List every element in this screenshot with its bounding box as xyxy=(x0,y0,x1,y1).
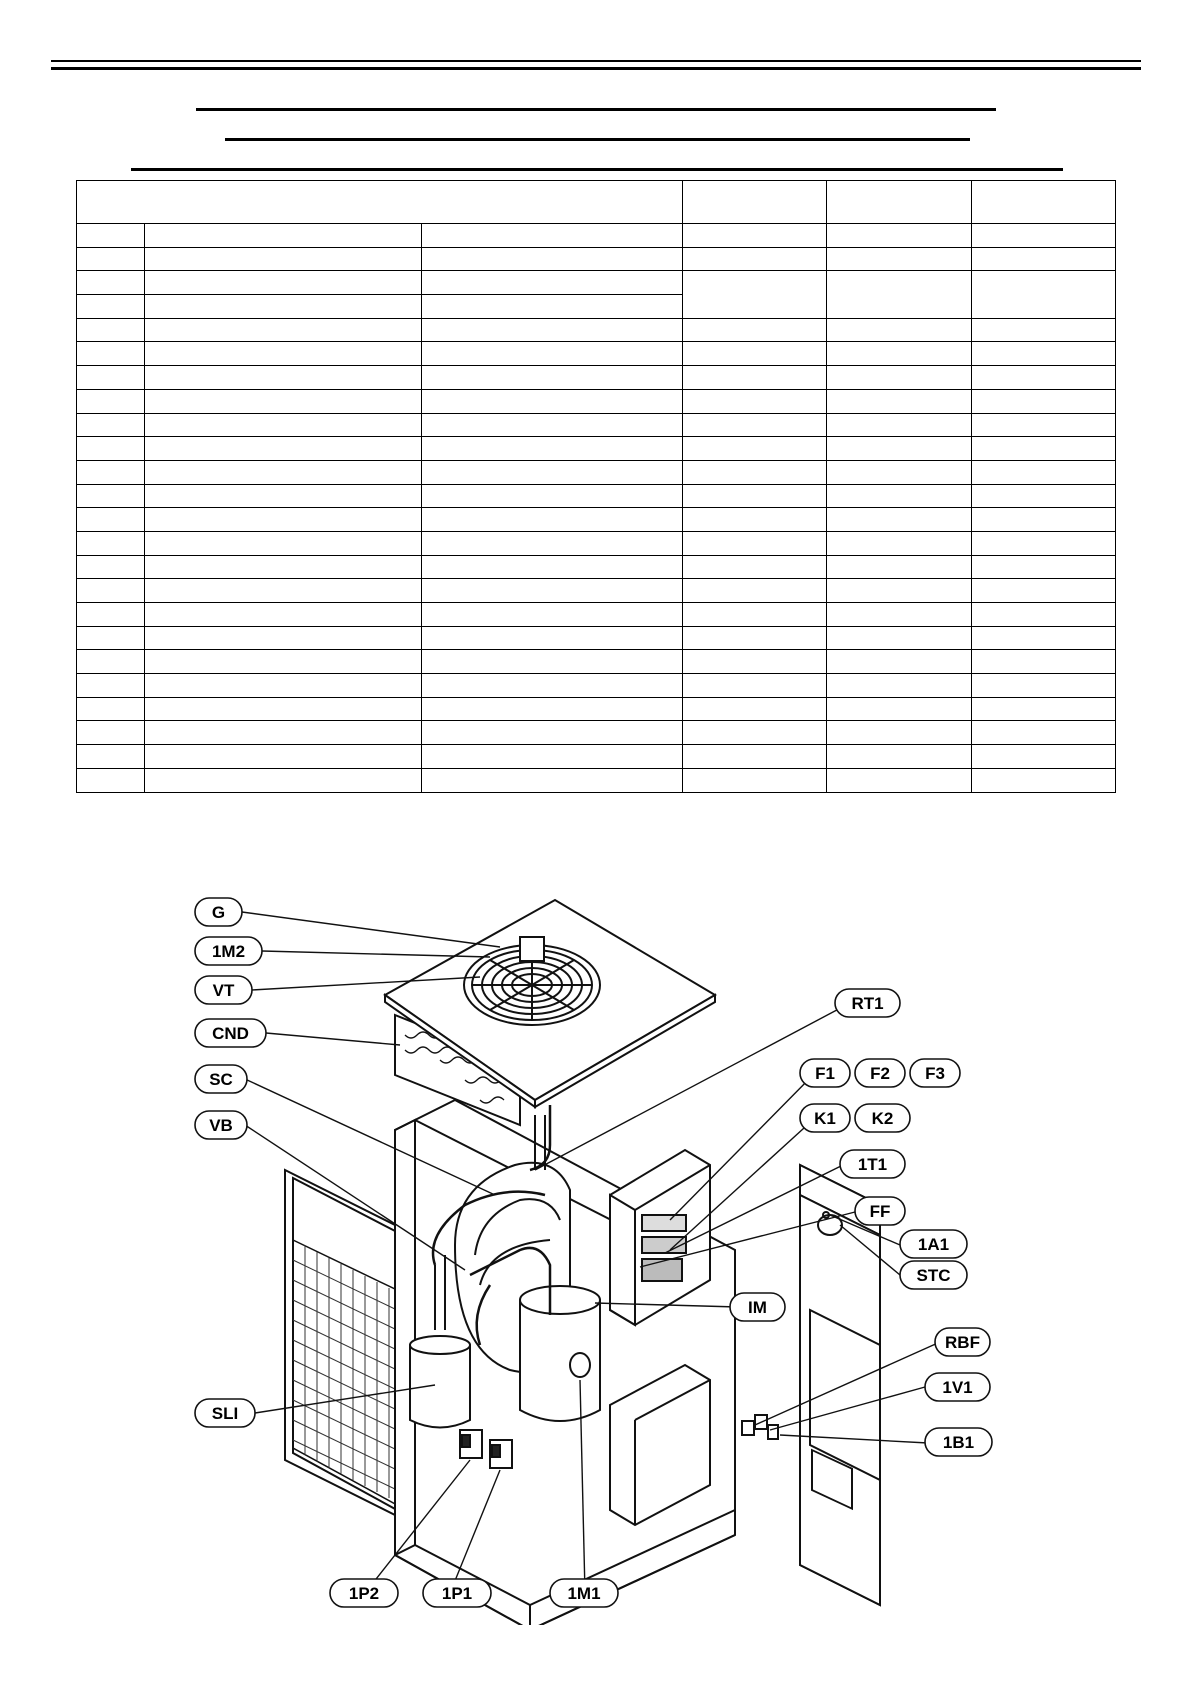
header-rule-thick xyxy=(51,67,1141,70)
table-cell xyxy=(145,484,422,508)
table-row xyxy=(77,318,1116,342)
table-cell xyxy=(422,295,683,319)
table-cell xyxy=(827,674,972,698)
table-cell xyxy=(683,603,827,627)
table-cell xyxy=(422,437,683,461)
table-cell xyxy=(145,650,422,674)
table-cell xyxy=(145,460,422,484)
table-cell xyxy=(77,413,145,437)
table-row xyxy=(77,697,1116,721)
table-cell xyxy=(972,721,1116,745)
table-cell xyxy=(683,318,827,342)
table-cell xyxy=(145,437,422,461)
table-cell xyxy=(827,389,972,413)
callout-text: 1B1 xyxy=(942,1433,975,1452)
table-cell xyxy=(145,247,422,271)
table-row xyxy=(77,484,1116,508)
table-cell xyxy=(422,721,683,745)
table-row xyxy=(77,555,1116,579)
callout-text: RT1 xyxy=(851,994,884,1013)
table-cell xyxy=(145,224,422,248)
callout-text: F3 xyxy=(925,1064,945,1083)
callout-text: F2 xyxy=(870,1064,890,1083)
callout-F2 xyxy=(855,1059,905,1087)
table-cell xyxy=(683,555,827,579)
table-cell xyxy=(972,555,1116,579)
table-cell xyxy=(77,745,145,769)
table-header-cell xyxy=(683,181,827,224)
table-cell xyxy=(683,247,827,271)
callout-1P2 xyxy=(330,1579,398,1607)
table-cell xyxy=(972,460,1116,484)
table-cell xyxy=(827,318,972,342)
table-cell xyxy=(145,508,422,532)
table-cell xyxy=(683,579,827,603)
table-cell xyxy=(422,366,683,390)
table-cell xyxy=(77,626,145,650)
table-cell xyxy=(827,437,972,461)
table-cell xyxy=(77,674,145,698)
callout-SC xyxy=(195,1065,247,1093)
table-header-cell xyxy=(827,181,972,224)
table-cell xyxy=(422,555,683,579)
table-cell xyxy=(77,603,145,627)
table-cell xyxy=(77,247,145,271)
table-cell xyxy=(683,674,827,698)
callout-IM xyxy=(730,1293,785,1321)
table-cell xyxy=(145,295,422,319)
table-row xyxy=(77,626,1116,650)
table-cell xyxy=(827,366,972,390)
table-cell xyxy=(972,247,1116,271)
table-cell xyxy=(827,484,972,508)
table-cell xyxy=(422,224,683,248)
table-row xyxy=(77,389,1116,413)
table-cell xyxy=(827,745,972,769)
table-cell xyxy=(683,768,827,792)
callout-text: VT xyxy=(212,981,235,1000)
table-row xyxy=(77,224,1116,248)
table-cell xyxy=(827,224,972,248)
table-cell xyxy=(972,674,1116,698)
callout-text: 1V1 xyxy=(942,1378,973,1397)
table-cell xyxy=(972,413,1116,437)
table-cell xyxy=(77,531,145,555)
title-line-3 xyxy=(131,168,1063,171)
table-cell xyxy=(145,626,422,650)
table-row xyxy=(77,768,1116,792)
table-cell xyxy=(145,579,422,603)
table-row xyxy=(77,674,1116,698)
table-row xyxy=(77,650,1116,674)
table-cell xyxy=(972,224,1116,248)
table-cell xyxy=(683,460,827,484)
table-cell xyxy=(77,460,145,484)
callout-FF xyxy=(855,1197,905,1225)
table-header-cell xyxy=(972,181,1116,224)
table-row xyxy=(77,366,1116,390)
table-cell xyxy=(145,342,422,366)
table-cell xyxy=(145,318,422,342)
table-cell xyxy=(972,650,1116,674)
callout-text: SC xyxy=(209,1070,233,1089)
table-row xyxy=(77,531,1116,555)
callout-text: K2 xyxy=(871,1109,894,1128)
table-cell xyxy=(422,674,683,698)
table-cell xyxy=(683,697,827,721)
table-cell xyxy=(77,650,145,674)
table-cell xyxy=(972,318,1116,342)
callout-F3 xyxy=(910,1059,960,1087)
table-cell xyxy=(972,603,1116,627)
table-cell xyxy=(972,508,1116,532)
table-cell xyxy=(77,697,145,721)
table-cell xyxy=(827,247,972,271)
callout-text: 1M2 xyxy=(211,942,246,961)
title-line-1 xyxy=(196,108,996,111)
table-cell xyxy=(145,768,422,792)
callout-text: K1 xyxy=(814,1109,836,1128)
callout-text: 1M1 xyxy=(567,1584,601,1603)
table-cell xyxy=(145,271,422,295)
table-row xyxy=(77,247,1116,271)
callout-SLI xyxy=(195,1399,255,1427)
table-row xyxy=(77,460,1116,484)
table-cell xyxy=(827,603,972,627)
table-cell xyxy=(683,389,827,413)
table-cell xyxy=(827,768,972,792)
table-cell xyxy=(683,626,827,650)
table-cell xyxy=(683,413,827,437)
table-cell xyxy=(145,366,422,390)
table-cell xyxy=(827,555,972,579)
table-cell xyxy=(77,721,145,745)
table-cell xyxy=(972,437,1116,461)
table-cell xyxy=(683,531,827,555)
table-cell xyxy=(422,745,683,769)
table-cell xyxy=(683,484,827,508)
callout-text: CND xyxy=(212,1024,249,1043)
table-cell xyxy=(77,389,145,413)
table-cell xyxy=(827,271,972,318)
callout-1B1 xyxy=(925,1428,992,1456)
callout-VB xyxy=(195,1111,247,1139)
table-cell xyxy=(827,531,972,555)
table-cell xyxy=(827,650,972,674)
table-cell xyxy=(145,531,422,555)
table-cell xyxy=(972,697,1116,721)
callout-text: STC xyxy=(916,1266,951,1285)
exploded-view-drawing xyxy=(190,885,1010,1625)
table-cell xyxy=(145,745,422,769)
table-row xyxy=(77,508,1116,532)
table-cell xyxy=(145,603,422,627)
drain-fitting xyxy=(742,1415,778,1439)
title-line-2 xyxy=(225,138,970,141)
callout-CND xyxy=(195,1019,266,1047)
callout-1A1 xyxy=(900,1230,967,1258)
table-row xyxy=(77,342,1116,366)
callout-RT1 xyxy=(835,989,900,1017)
callout-text: 1T1 xyxy=(857,1155,888,1174)
table-cell xyxy=(77,768,145,792)
callout-1V1 xyxy=(925,1373,990,1401)
table-row xyxy=(77,721,1116,745)
callout-F1 xyxy=(800,1059,850,1087)
compressor xyxy=(520,1286,600,1421)
table-row xyxy=(77,437,1116,461)
callout-text: RBF xyxy=(945,1333,980,1352)
callout-text: 1A1 xyxy=(917,1235,950,1254)
table-row xyxy=(77,603,1116,627)
table-cell xyxy=(972,579,1116,603)
table-cell xyxy=(683,437,827,461)
table-cell xyxy=(683,745,827,769)
callout-1M1 xyxy=(550,1579,618,1607)
table-cell xyxy=(827,508,972,532)
table-cell xyxy=(827,579,972,603)
table-cell xyxy=(422,342,683,366)
table-cell xyxy=(422,579,683,603)
table-cell xyxy=(422,413,683,437)
table-cell xyxy=(77,484,145,508)
table-cell xyxy=(422,531,683,555)
table-header-row xyxy=(77,181,1116,224)
callout-text: G xyxy=(211,903,226,922)
table-cell xyxy=(827,342,972,366)
table-cell xyxy=(972,745,1116,769)
table-cell xyxy=(422,389,683,413)
table-cell xyxy=(422,318,683,342)
table-cell xyxy=(683,224,827,248)
table-cell xyxy=(145,674,422,698)
table-cell xyxy=(77,579,145,603)
table-cell xyxy=(77,295,145,319)
table-cell xyxy=(77,508,145,532)
table-row xyxy=(77,745,1116,769)
callout-text: VB xyxy=(209,1116,233,1135)
table-cell xyxy=(77,555,145,579)
table-cell xyxy=(972,484,1116,508)
table-cell xyxy=(145,389,422,413)
callout-text: 1P1 xyxy=(441,1584,473,1603)
callout-K2 xyxy=(855,1104,910,1132)
table-cell xyxy=(683,366,827,390)
table-row xyxy=(77,413,1116,437)
callout-text: FF xyxy=(869,1202,891,1221)
table-cell xyxy=(145,721,422,745)
callout-VT xyxy=(195,976,252,1004)
header-rule-thin xyxy=(51,60,1141,62)
table-cell xyxy=(422,484,683,508)
table-cell xyxy=(77,318,145,342)
table-cell xyxy=(77,342,145,366)
table-cell xyxy=(77,271,145,295)
callout-text: 1P2 xyxy=(348,1584,380,1603)
table-cell xyxy=(972,366,1116,390)
table-cell xyxy=(827,413,972,437)
table-cell xyxy=(145,555,422,579)
callout-RBF xyxy=(935,1328,990,1356)
table-cell xyxy=(422,603,683,627)
table-cell xyxy=(145,413,422,437)
door-panel xyxy=(285,1170,405,1520)
callout-1P1 xyxy=(423,1579,491,1607)
table-cell xyxy=(972,342,1116,366)
table-cell xyxy=(972,768,1116,792)
table-cell xyxy=(683,508,827,532)
callout-text: F1 xyxy=(815,1064,835,1083)
table-cell xyxy=(77,437,145,461)
parts-table xyxy=(76,180,1116,793)
table-cell xyxy=(683,271,827,318)
callout-text: IM xyxy=(748,1298,767,1317)
callout-1T1 xyxy=(840,1150,905,1178)
callout-K1 xyxy=(800,1104,850,1132)
table-cell xyxy=(827,460,972,484)
table-cell xyxy=(422,247,683,271)
table-cell xyxy=(422,768,683,792)
table-cell xyxy=(422,650,683,674)
table-cell xyxy=(422,460,683,484)
table-cell xyxy=(827,697,972,721)
table-cell xyxy=(77,224,145,248)
table-cell xyxy=(827,721,972,745)
table-cell xyxy=(422,271,683,295)
table-header-cell xyxy=(77,181,683,224)
callout-STC xyxy=(900,1261,967,1289)
table-cell xyxy=(683,650,827,674)
callout-text: SLI xyxy=(211,1404,239,1423)
table-cell xyxy=(77,366,145,390)
table-cell xyxy=(683,342,827,366)
callout-G xyxy=(195,898,242,926)
table-row xyxy=(77,579,1116,603)
table-cell xyxy=(972,626,1116,650)
table-row xyxy=(77,271,1116,295)
table-cell xyxy=(683,721,827,745)
table-cell xyxy=(972,531,1116,555)
table-cell xyxy=(827,626,972,650)
table-cell xyxy=(972,389,1116,413)
table-cell xyxy=(145,697,422,721)
table-cell xyxy=(422,697,683,721)
table-cell xyxy=(972,271,1116,318)
callout-1M2 xyxy=(195,937,262,965)
table-cell xyxy=(422,508,683,532)
table-cell xyxy=(422,626,683,650)
